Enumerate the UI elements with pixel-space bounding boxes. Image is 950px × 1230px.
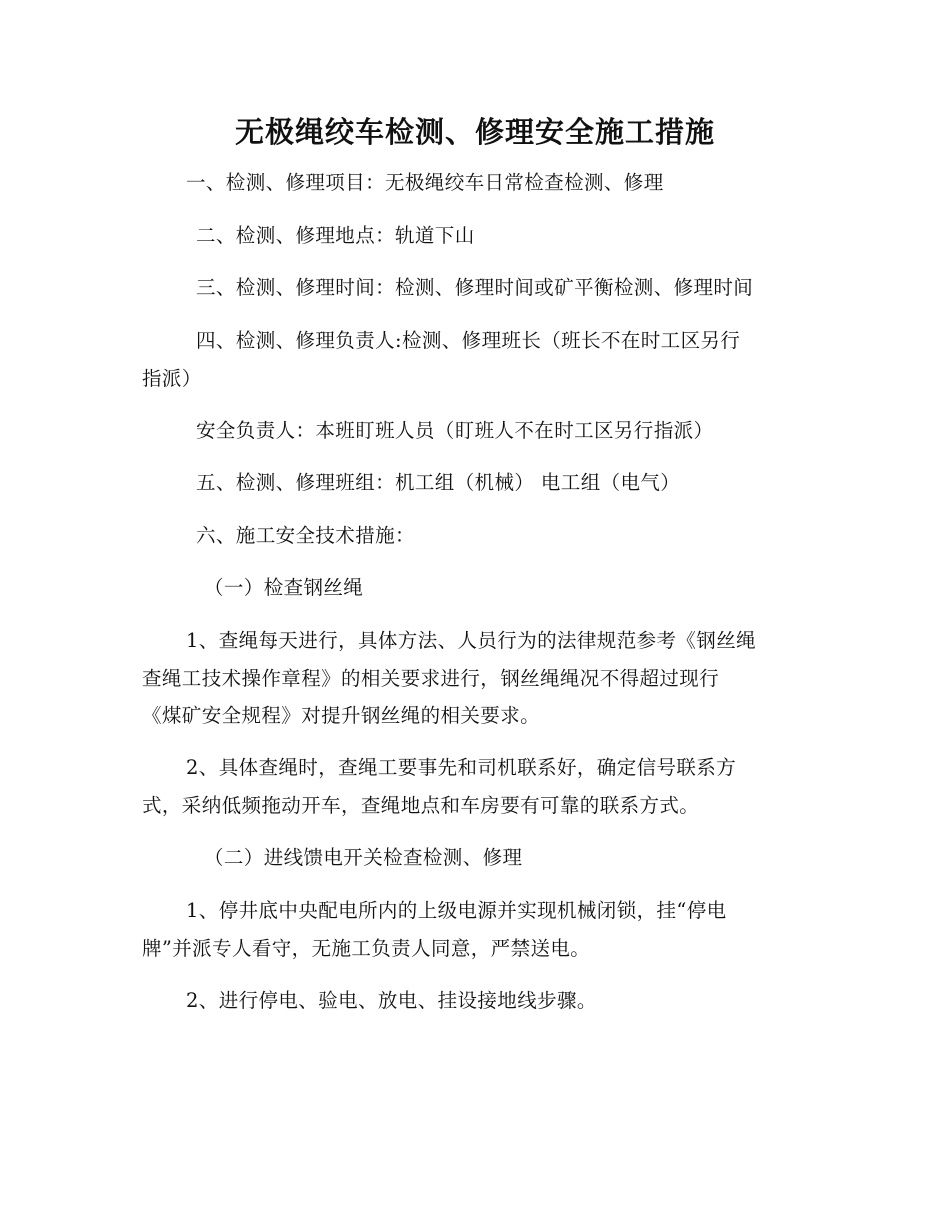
item-4-responsible-person-continued: 指派） xyxy=(142,367,202,390)
item-5-inspection-team: 五、检测、修理班组：机工组（机械） 电工组（电气） xyxy=(196,471,681,494)
item-3-inspection-time: 三、检测、修理时间：检测、修理时间或矿平衡检测、修理时间 xyxy=(196,276,754,299)
item-1-inspection-project: 一、检测、修理项目：无极绳绞车日常检查检测、修理 xyxy=(186,171,664,194)
section-1-item-1-line-3: 《煤矿安全规程》对提升钢丝绳的相关要求。 xyxy=(142,704,541,727)
item-4-responsible-person: 四、检测、修理负责人:检测、修理班长（班长不在时工区另行 xyxy=(196,329,741,352)
section-2-heading: （二）进线馈电开关检查检测、修理 xyxy=(204,846,523,869)
section-1-item-2-line-1: 2、具体查绳时，查绳工要事先和司机联系好，确定信号联系方 xyxy=(186,756,737,779)
document-title: 无极绳绞车检测、修理安全施工措施 xyxy=(234,115,715,149)
section-2-item-2: 2、进行停电、验电、放电、挂设接地线步骤。 xyxy=(186,989,597,1012)
section-1-item-1-line-2: 查绳工技术操作章程》的相关要求进行，钢丝绳绳况不得超过现行 xyxy=(142,667,720,690)
item-6-safety-measures-heading: 六、施工安全技术措施： xyxy=(196,524,415,547)
section-1-item-1-line-1: 1、查绳每天进行，具体方法、人员行为的法律规范参考《钢丝绳 xyxy=(186,629,757,652)
section-2-item-1-line-2: 牌”并派专人看守，无施工负责人同意，严禁送电。 xyxy=(142,937,591,960)
safety-responsible-person: 安全负责人：本班盯班人员（盯班人不在时工区另行指派） xyxy=(196,419,714,442)
item-2-inspection-location: 二、检测、修理地点：轨道下山 xyxy=(196,224,475,247)
section-2-item-1-line-1: 1、停井底中央配电所内的上级电源并实现机械闭锁，挂“停电 xyxy=(186,899,727,922)
section-1-item-2-line-2: 式，采纳低频拖动开车，查绳地点和车房要有可靠的联系方式。 xyxy=(142,794,700,817)
section-1-heading: （一）检查钢丝绳 xyxy=(204,576,364,599)
